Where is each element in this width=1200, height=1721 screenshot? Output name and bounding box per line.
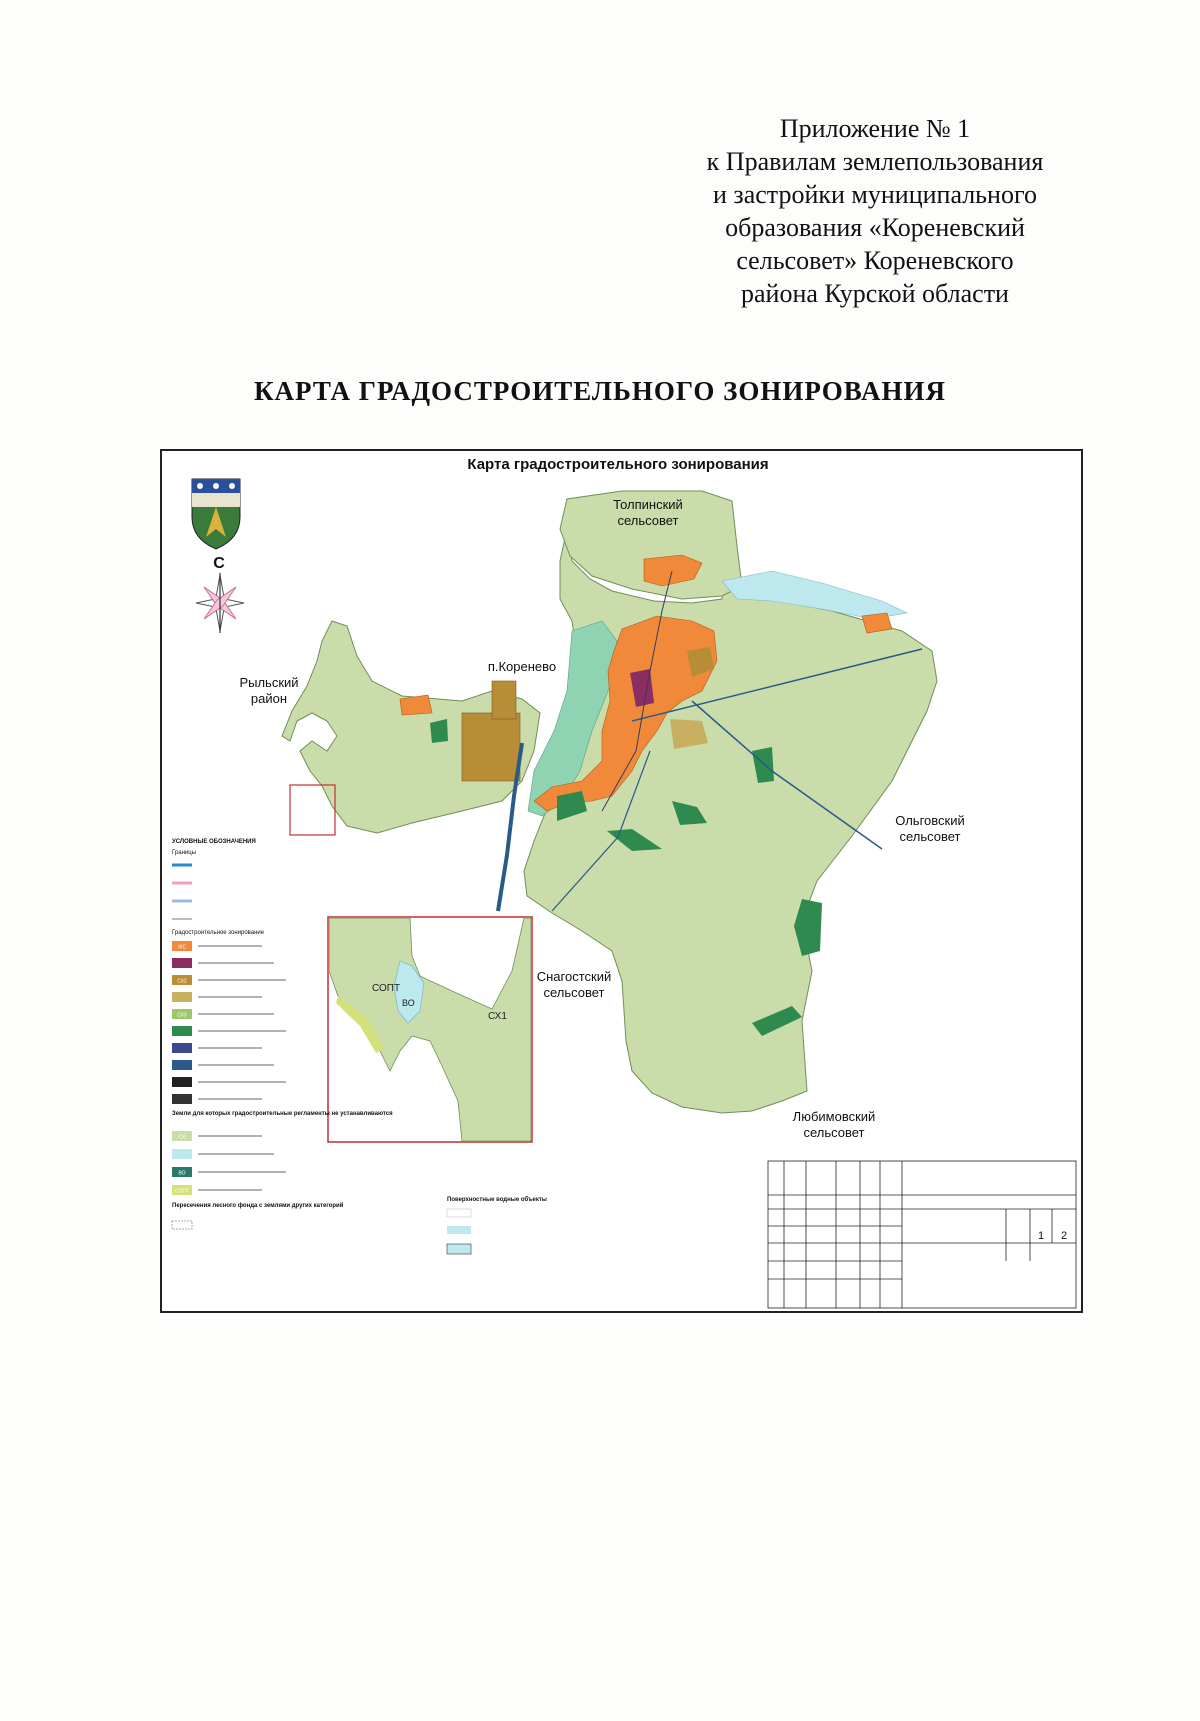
legend-heading: Земли для которых градостроительные регламенты не устанавливаются — [172, 1111, 393, 1117]
north-label: С — [213, 555, 225, 572]
inset-zone-label: ВО — [402, 998, 415, 1008]
legend-heading: Градостроительное зонирование — [172, 930, 265, 936]
neighbor-label-line: сельсовет — [803, 1125, 865, 1140]
legend-swatch-code: СХ2 — [177, 978, 187, 985]
legend-heading: Поверхностные водные объекты — [447, 1197, 547, 1203]
neighbor-label-lyubimovsky — [793, 1109, 876, 1140]
neighbor-label-tolpinsky — [613, 497, 683, 528]
zoning-map — [162, 451, 1081, 1311]
coat-of-arms-icon — [192, 479, 240, 549]
legend-swatch-code: СХ — [178, 1134, 186, 1141]
document-title: КАРТА ГРАДОСТРОИТЕЛЬНОГО ЗОНИРОВАНИЯ — [253, 376, 947, 406]
neighbor-label-line: Толпинский — [613, 497, 683, 512]
legend-swatch — [172, 958, 192, 968]
legend-swatch — [172, 1060, 192, 1070]
zone-residential — [862, 613, 892, 633]
legend-title: УСЛОВНЫЕ ОБОЗНАЧЕНИЯ — [172, 839, 256, 845]
settlement-label: п.Коренево — [487, 659, 557, 674]
legend-water — [447, 1196, 547, 1254]
legend-swatch-code: СОПТ — [174, 1188, 190, 1195]
zone-production — [492, 681, 516, 719]
legend-swatch-water — [447, 1209, 471, 1217]
legend-heading: Границы — [172, 850, 196, 856]
neighbor-label-line: сельсовет — [617, 513, 679, 528]
title-stamp — [768, 1161, 1076, 1308]
legend-swatch-code: ЖС — [177, 944, 187, 951]
legend-swatch — [172, 1043, 192, 1053]
inset-zone-label: СХ1 — [488, 1011, 507, 1022]
legend-swatch — [172, 992, 192, 1002]
annex-line: к Правилам землепользования — [706, 147, 1044, 176]
neighbor-label-line: сельсовет — [899, 829, 961, 844]
map-title: Карта градостроительного зонирования — [467, 456, 769, 473]
neighbor-label-line: Рыльский — [239, 675, 299, 690]
legend-swatch-water — [447, 1226, 471, 1234]
legend-swatch — [172, 1094, 192, 1104]
annex-line: образования «Кореневский — [725, 213, 1025, 242]
inset-zone-label: СОПТ — [372, 983, 401, 994]
neighbor-label-line: Любимовский — [792, 1109, 876, 1124]
annex-line: и застройки муниципального — [713, 180, 1037, 209]
legend-zoning-swatches — [172, 941, 286, 1104]
zone-production — [462, 713, 520, 781]
neighbor-label-line: Ольговский — [895, 813, 965, 828]
annex-line: сельсовет» Кореневского — [736, 246, 1014, 275]
map-frame — [160, 449, 1083, 1313]
legend-other-swatches — [172, 1131, 286, 1195]
inset-map — [328, 917, 532, 1142]
legend-swatch-code: СХ3 — [177, 1012, 187, 1019]
stamp-sheet-number: 1 — [1037, 1230, 1045, 1242]
legend-swatch — [172, 1077, 192, 1087]
stamp-sheet-count: 2 — [1060, 1230, 1068, 1242]
legend-heading: Пересечения лесного фонда с землями других категорий — [172, 1203, 344, 1209]
annex-header — [640, 112, 1110, 310]
neighbor-label-snagostsky — [537, 969, 612, 1000]
compass-rose-icon — [196, 573, 244, 633]
annex-line: Приложение № 1 — [779, 114, 971, 143]
legend-swatch-forest-overlap — [172, 1221, 192, 1229]
neighbor-label-rylsky — [239, 675, 298, 706]
annex-line: района Курской области — [741, 279, 1009, 308]
neighbor-label-line: район — [250, 691, 288, 706]
neighbor-label-line: сельсовет — [543, 985, 605, 1000]
zone-forest — [430, 719, 448, 743]
legend-swatch-water — [447, 1244, 471, 1254]
legend-swatch-code: ВО — [178, 1170, 186, 1177]
neighbor-label-olgovsky — [895, 813, 964, 844]
neighbor-label-line: Снагостский — [536, 969, 612, 984]
legend-swatch — [172, 1026, 192, 1036]
legend-swatch — [172, 1149, 192, 1159]
